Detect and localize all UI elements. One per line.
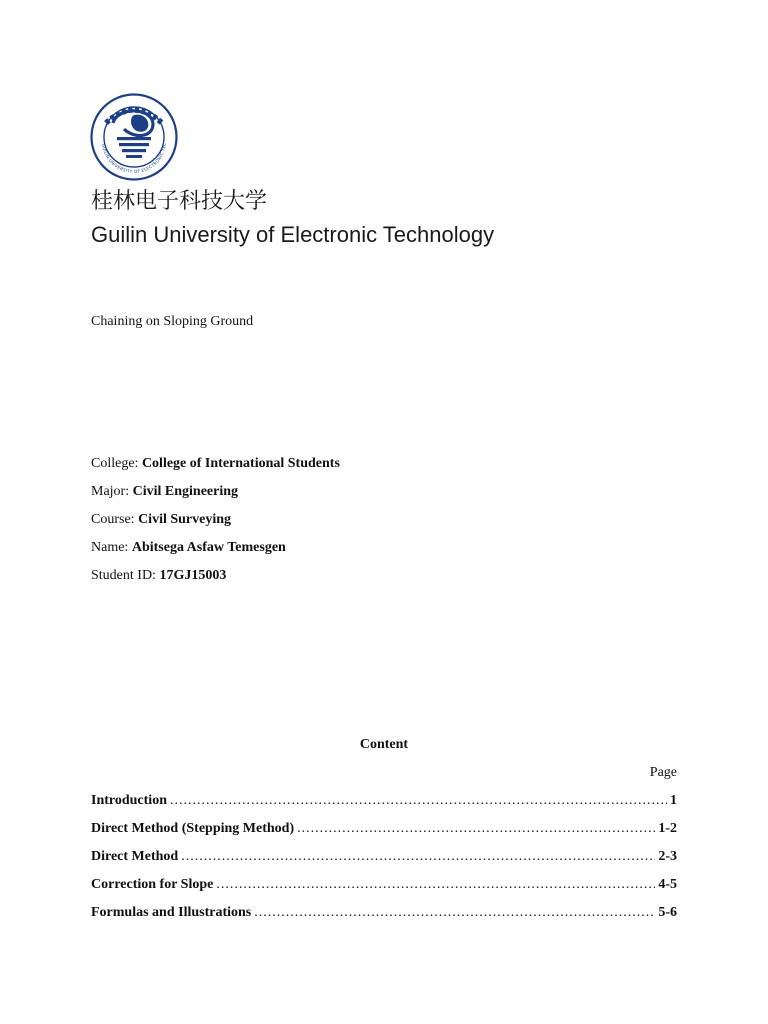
name-label: Name: (91, 540, 129, 555)
toc-page-label: Page (649, 765, 677, 780)
info-row-student-id (91, 565, 340, 593)
university-name-english: Guilin University of Electronic Technology (91, 222, 495, 247)
info-row-major (91, 481, 340, 509)
toc-entry-pages: 1-2 (658, 821, 677, 836)
report-title: Chaining on Sloping Ground (91, 314, 254, 329)
toc-entry[interactable] (91, 792, 677, 820)
toc-entry-title: Formulas and Illustrations (91, 905, 252, 920)
name-value: Abitsega Asfaw Temesgen (131, 540, 286, 555)
info-row-college (91, 453, 340, 481)
course-value: Civil Surveying (138, 512, 232, 527)
university-logo-icon (90, 93, 178, 181)
toc-entry-title: Correction for Slope (91, 877, 214, 892)
toc-entry[interactable] (91, 904, 677, 932)
toc-entry[interactable] (91, 876, 677, 904)
toc-entry[interactable] (91, 820, 677, 848)
student-info-block (91, 453, 340, 593)
toc-entry[interactable] (91, 848, 677, 876)
toc-entry-title: Direct Method (Stepping Method) (91, 821, 295, 836)
toc-entry-pages: 1 (670, 793, 677, 808)
student-id-value: 17GJ15003 (159, 568, 227, 583)
toc-leader-dots (170, 792, 667, 810)
info-row-course (91, 509, 340, 537)
major-value: Civil Engineering (132, 484, 239, 499)
toc-entry-pages: 4-5 (658, 877, 677, 892)
toc-heading: Content (359, 737, 409, 752)
toc-leader-dots (297, 820, 655, 838)
toc-leader-dots (181, 848, 655, 866)
toc-entry-title: Introduction (91, 793, 167, 808)
toc-leader-dots (254, 904, 655, 922)
table-of-contents (91, 792, 677, 932)
student-id-label: Student ID: (91, 568, 156, 583)
toc-leader-dots (216, 876, 655, 894)
toc-entry-title: Direct Method (91, 849, 179, 864)
course-label: Course: (91, 512, 135, 527)
college-value: College of International Students (141, 456, 340, 471)
college-label: College: (91, 456, 139, 471)
svg-text:GUILIN UNIVERSITY OF ELECTRONI: GUILIN UNIVERSITY OF ELECTRONIC TEC (101, 142, 167, 175)
toc-entry-pages: 5-6 (658, 905, 677, 920)
university-name-chinese: 桂林电子科技大学 (91, 189, 268, 214)
toc-entry-pages: 2-3 (658, 849, 677, 864)
major-label: Major: (91, 484, 130, 499)
info-row-name (91, 537, 340, 565)
